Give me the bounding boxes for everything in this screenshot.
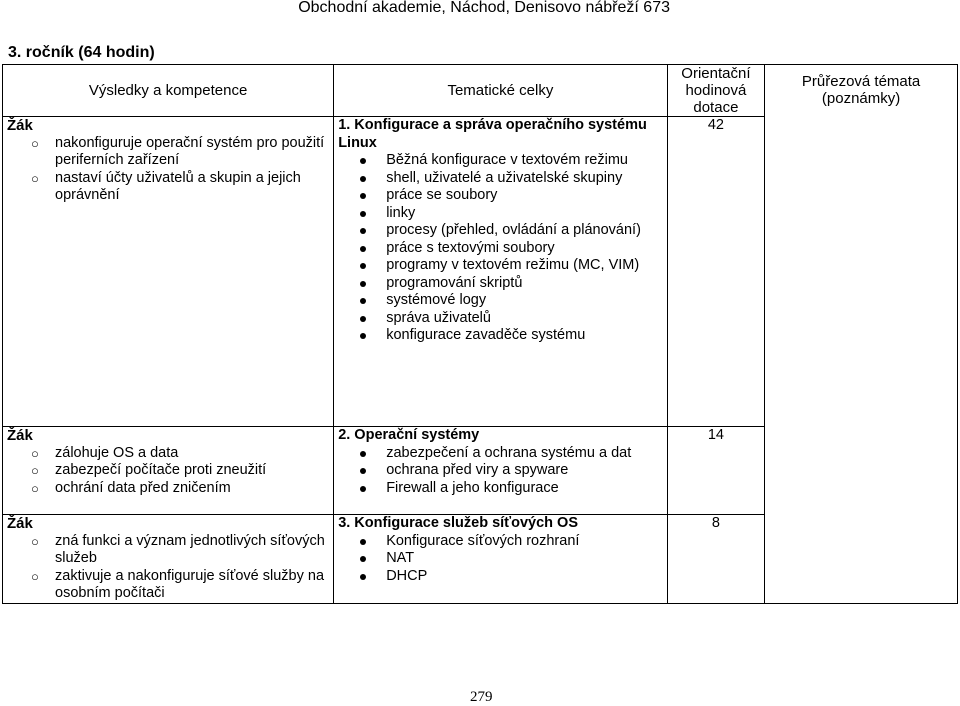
- student-label: Žák: [7, 117, 33, 134]
- topic-item: [338, 257, 662, 275]
- topic-item-text: práce se soubory: [386, 187, 498, 203]
- topic-item-text: NAT: [386, 550, 415, 566]
- document-header: Obchodní akademie, Náchod, Denisovo nábřeží 673: [298, 0, 670, 16]
- competence-item: ○ zálohuje OS a data: [7, 445, 329, 463]
- topic-item-text: Firewall a jeho konfigurace: [386, 479, 559, 496]
- header-results: [3, 65, 334, 117]
- bullet-icon: [360, 298, 366, 304]
- topic-item: [338, 292, 662, 310]
- bullet-icon: [360, 211, 366, 217]
- header-cross-topics: [765, 65, 958, 604]
- topic-item: [338, 240, 662, 258]
- bullet-icon: [360, 176, 366, 182]
- topic-item: [338, 480, 662, 498]
- topic-item-text: DHCP: [386, 567, 428, 584]
- topic-cell: [334, 427, 667, 515]
- topic-item-text: správa uživatelů: [386, 309, 491, 326]
- competence-cell: [3, 427, 334, 515]
- student-label: Žák: [7, 515, 33, 532]
- topic-item: [338, 187, 662, 205]
- bullet-icon: [360, 158, 366, 164]
- header-topics: [334, 65, 667, 117]
- competence-item: ○ ochrání data před zničením: [7, 480, 329, 498]
- topic-title: 3. Konfigurace služeb síťových OS: [338, 515, 579, 531]
- competence-item: ○ zabezpečí počítače proti zneužití: [7, 462, 329, 480]
- topic-item: [338, 327, 662, 345]
- hours-cell: [667, 117, 765, 427]
- topic-item-text: programy v textovém režimu (MC, VIM): [386, 257, 640, 273]
- bullet-icon: [360, 556, 366, 562]
- topic-item-text: shell, uživatelé a uživatelské skupiny: [386, 169, 623, 186]
- hours-value: 8: [711, 515, 720, 531]
- table-header-row: [3, 65, 958, 117]
- topic-item-text: systémové logy: [386, 292, 487, 308]
- topic-item: [338, 222, 662, 240]
- hours-cell: [667, 515, 765, 604]
- bullet-icon: [360, 539, 366, 545]
- bullet-icon: [360, 281, 366, 287]
- page-number: 279: [470, 689, 493, 705]
- competence-item: ○ zaktivuje a nakonfiguruje síťové služby na osobním počítači: [7, 568, 329, 603]
- topic-item-text: ochrana před viry a spyware: [386, 462, 569, 478]
- topic-item: [338, 275, 662, 293]
- bullet-icon: [360, 486, 366, 492]
- topic-item: [338, 170, 662, 188]
- competence-cell: [3, 117, 334, 427]
- header-hours: [667, 65, 765, 117]
- competence-list: [7, 135, 329, 205]
- topic-item-text: linky: [386, 204, 416, 221]
- competence-cell: [3, 515, 334, 604]
- topic-title: 2. Operační systémy: [338, 427, 480, 443]
- topic-item: [338, 568, 662, 586]
- topic-item-list: [338, 533, 662, 586]
- topic-item: [338, 445, 662, 463]
- header-cross-topics-label: Průřezová témata (poznámky): [801, 73, 921, 107]
- grade-title: 3. ročník (64 hodin): [8, 44, 155, 61]
- topic-item-text: práce s textovými soubory: [386, 239, 555, 256]
- bullet-icon: [360, 193, 366, 199]
- topic-item-text: zabezpečení a ochrana systému a dat: [386, 444, 632, 461]
- header-results-label: Výsledky a kompetence: [88, 82, 248, 99]
- competence-list: [7, 533, 329, 603]
- topic-cell: [334, 117, 667, 427]
- topic-title: 1. Konfigurace a správa operačního systému Linux: [338, 117, 647, 151]
- topic-item-list: [338, 152, 662, 345]
- topic-item: [338, 205, 662, 223]
- topic-item: [338, 310, 662, 328]
- student-label: Žák: [7, 427, 33, 444]
- topic-item: [338, 550, 662, 568]
- topic-item: [338, 152, 662, 170]
- topic-cell: [334, 515, 667, 604]
- competence-item: ○ nastaví účty uživatelů a skupin a jejich oprávnění: [7, 170, 329, 205]
- curriculum-table: [2, 64, 958, 604]
- topic-item-text: procesy (přehled, ovládání a plánování): [386, 222, 641, 238]
- header-topics-label: Tematické celky: [447, 82, 554, 99]
- bullet-icon: [360, 316, 366, 322]
- bullet-icon: [360, 333, 366, 339]
- bullet-icon: [360, 263, 366, 269]
- bullet-icon: [360, 246, 366, 252]
- bullet-icon: [360, 451, 366, 457]
- topic-item-list: [338, 445, 662, 498]
- topic-item-text: Konfigurace síťových rozhraní: [386, 532, 580, 549]
- hours-cell: [667, 427, 765, 515]
- bullet-icon: [360, 228, 366, 234]
- header-hours-label: Orientační hodinová dotace: [681, 65, 751, 116]
- topic-item-text: Běžná konfigurace v textovém režimu: [386, 152, 628, 168]
- bullet-icon: [360, 468, 366, 474]
- bullet-icon: [360, 574, 366, 580]
- topic-item-text: konfigurace zavaděče systému: [386, 327, 586, 343]
- topic-item: [338, 533, 662, 551]
- hours-value: 42: [707, 117, 724, 133]
- competence-item: ○ zná funkci a význam jednotlivých síťových služeb: [7, 533, 329, 568]
- topic-item-text: programování skriptů: [386, 274, 523, 291]
- topic-item: [338, 462, 662, 480]
- competence-list: [7, 445, 329, 498]
- competence-item: ○ nakonfiguruje operační systém pro použití periferních zařízení: [7, 135, 329, 170]
- hours-value: 14: [707, 427, 724, 443]
